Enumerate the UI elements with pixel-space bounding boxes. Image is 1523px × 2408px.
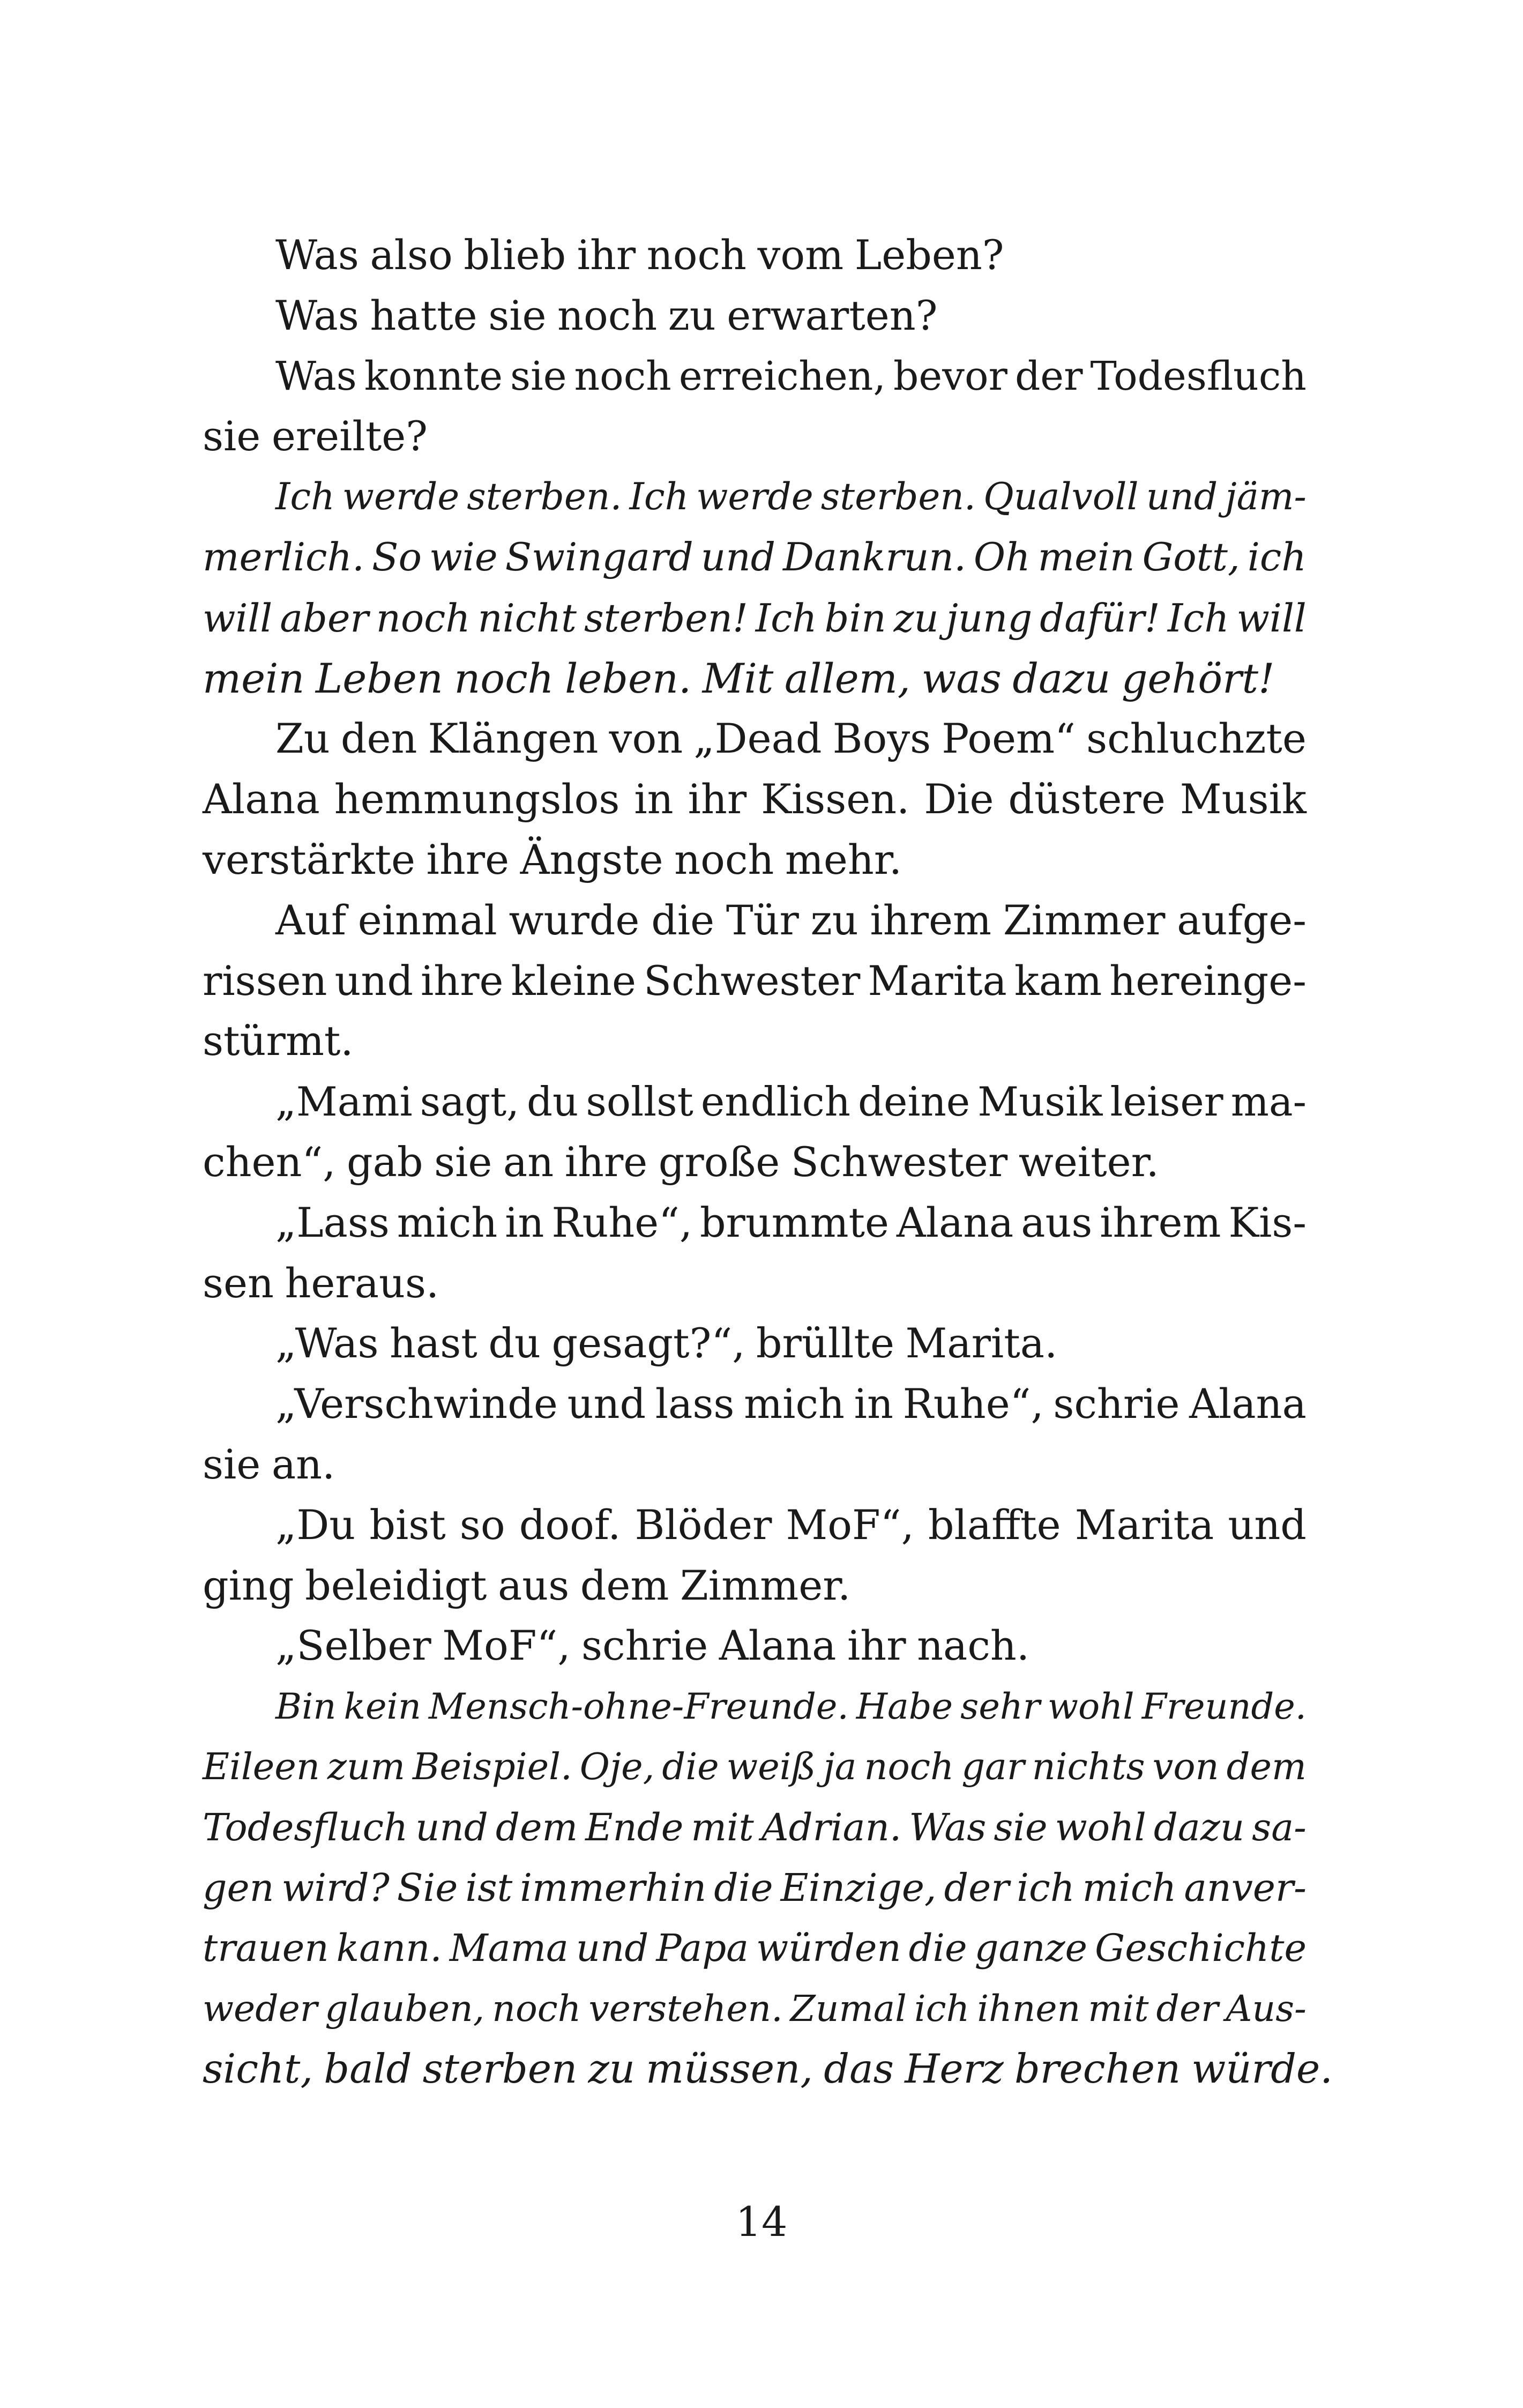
body-text xyxy=(203,225,1333,2100)
text-line: „Mami sagt, du sollst endlich deine Musik leiser ma- xyxy=(275,1078,1307,1126)
text-line: mein Leben noch leben. Mit allem, was dazu gehört! xyxy=(203,654,1275,702)
text-line: Was konnte sie noch erreichen, bevor der Todesfluch xyxy=(275,353,1307,399)
text-line: rissen und ihre kleine Schwester Marita kam hereinge- xyxy=(203,956,1307,1005)
text-line: stürmt. xyxy=(203,1017,354,1065)
text-line: sicht, bald sterben zu müssen, das Herz brechen würde. xyxy=(203,2045,1333,2092)
text-line: Eileen zum Beispiel. Oje, die weiß ja noch gar nichts von dem xyxy=(203,1745,1307,1788)
text-line: merlich. So wie Swingard und Dankrun. Oh mein Gott, ich xyxy=(203,534,1307,580)
text-line: sie ereilte? xyxy=(203,412,428,460)
text-line: Zu den Klängen von „Dead Boys Poem“ schluchzte xyxy=(275,715,1307,763)
text-line: gen wird? Sie ist immerhin die Einzige, der ich mich anver- xyxy=(203,1865,1307,1910)
text-line: chen“, gab sie an ihre große Schwester weiter. xyxy=(203,1138,1159,1186)
text-line: „Was hast du gesagt?“, brüllte Marita. xyxy=(275,1319,1058,1367)
text-line: Ich werde sterben. Ich werde sterben. Qualvoll und jäm- xyxy=(275,475,1307,519)
text-line: „Selber MoF“, schrie Alana ihr nach. xyxy=(275,1622,1030,1670)
text-line: sie an. xyxy=(203,1440,335,1488)
text-line: Auf einmal wurde die Tür zu ihrem Zimmer aufge- xyxy=(275,896,1307,944)
text-line: Was also blieb ihr noch vom Leben? xyxy=(275,231,1004,279)
text-line: ging beleidigt aus dem Zimmer. xyxy=(203,1561,851,1609)
text-line: will aber noch nicht sterben! Ich bin zu jung dafür! Ich will xyxy=(203,595,1307,641)
text-line: „Lass mich in Ruhe“, brummte Alana aus ihrem Kis- xyxy=(275,1199,1307,1246)
text-line: trauen kann. Mama und Papa würden die ganze Geschichte xyxy=(203,1926,1307,1971)
text-line: „Verschwinde und lass mich in Ruhe“, schrie Alana xyxy=(275,1380,1307,1428)
text-line: sen heraus. xyxy=(203,1259,439,1307)
text-line: verstärkte ihre Ängste noch mehr. xyxy=(203,835,902,883)
page-number: 14 xyxy=(735,2198,788,2246)
text-line: weder glauben, noch verstehen. Zumal ich ihnen mit der Aus- xyxy=(203,1987,1307,2030)
text-line: „Du bist so doof. Blöder MoF“, blaffte Marita und xyxy=(275,1500,1307,1549)
text-line: Todesfluch und dem Ende mit Adrian. Was sie wohl dazu sa- xyxy=(203,1805,1307,1849)
text-line: Alana hemmungslos in ihr Kissen. Die düstere Musik xyxy=(203,775,1307,823)
text-line: Bin kein Mensch-ohne-Freunde. Habe sehr wohl Freunde. xyxy=(275,1685,1307,1728)
text-line: Was hatte sie noch zu erwarten? xyxy=(275,291,938,339)
